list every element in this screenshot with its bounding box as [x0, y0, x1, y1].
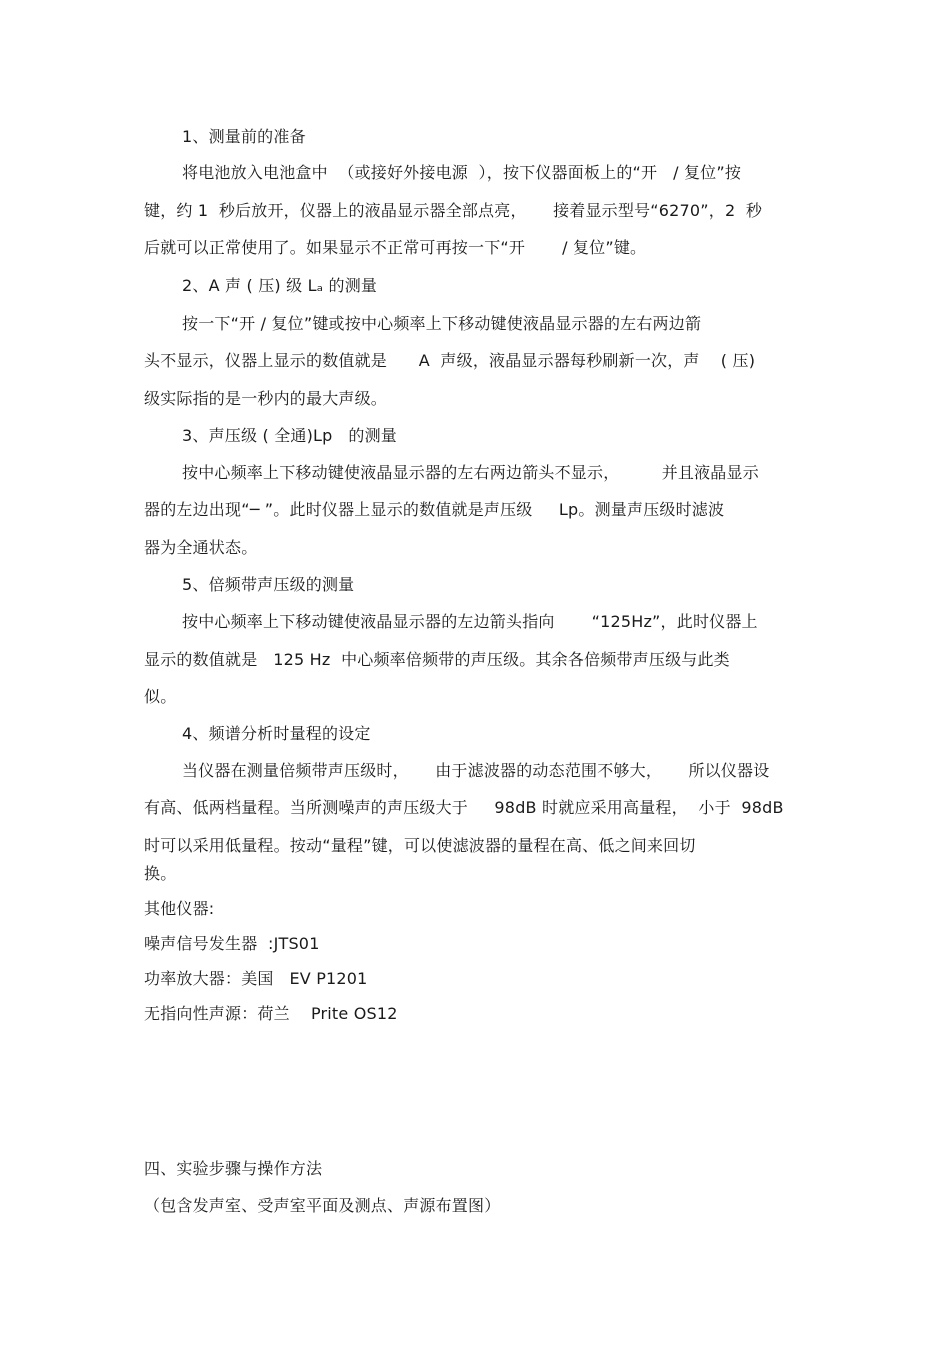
other-instruments-heading: 其他仪器:: [144, 899, 215, 918]
heading-octave-band-level: 5、倍频带声压级的测量: [182, 575, 355, 594]
paragraph-line: 器的左边出现“─ ”。此时仪器上显示的数值就是声压级 Lp。测量声压级时滤波: [144, 500, 725, 519]
instrument-item: 噪声信号发生器 :JTS01: [144, 934, 320, 953]
paragraph-line: 按中心频率上下移动键使液晶显示器的左边箭头指向 “125Hz”，此时仪器上: [182, 612, 758, 631]
section-note: （包含发声室、受声室平面及测点、声源布置图）: [144, 1196, 501, 1215]
instrument-item: 功率放大器：美国 EV P1201: [144, 969, 368, 988]
paragraph-line: 当仪器在测量倍频带声压级时， 由于滤波器的动态范围不够大， 所以仪器设: [182, 761, 770, 780]
heading-range-setting: 4、频谱分析时量程的设定: [182, 724, 371, 743]
paragraph-line: 似。: [144, 687, 177, 706]
heading-sound-pressure-level: 3、声压级 ( 全通)Lp 的测量: [182, 426, 397, 445]
paragraph-line: 按一下“开 / 复位”键或按中心频率上下移动键使液晶显示器的左右两边箭: [182, 314, 702, 333]
paragraph-line: 将电池放入电池盒中 （或接好外接电源 ），按下仪器面板上的“开 / 复位”按: [182, 163, 742, 182]
paragraph-line: 时可以采用低量程。按动“量程”键，可以使滤波器的量程在高、低之间来回切: [144, 836, 696, 855]
heading-a-weighted-level: 2、A 声 ( 压) 级 Lₐ 的测量: [182, 276, 378, 295]
paragraph-line: 按中心频率上下移动键使液晶显示器的左右两边箭头不显示， 并且液晶显示: [182, 463, 759, 482]
heading-measurement-preparation: 1、测量前的准备: [182, 127, 306, 146]
instrument-item: 无指向性声源：荷兰 Prite OS12: [144, 1004, 398, 1023]
paragraph-line: 换。: [144, 864, 177, 883]
paragraph-line: 头不显示，仪器上显示的数值就是 A 声级，液晶显示器每秒刷新一次，声 ( 压): [144, 351, 756, 370]
paragraph-line: 级实际指的是一秒内的最大声级。: [144, 389, 388, 408]
paragraph-line: 键，约 1 秒后放开，仪器上的液晶显示器全部点亮， 接着显示型号“6270”，2 秒: [144, 201, 763, 220]
paragraph-line: 器为全通状态。: [144, 538, 258, 557]
paragraph-line: 显示的数值就是 125 Hz 中心频率倍频带的声压级。其余各倍频带声压级与此类: [144, 650, 730, 669]
paragraph-line: 有高、低两档量程。当所测噪声的声压级大于 98dB 时就应采用高量程， 小于 98dB: [144, 798, 784, 817]
section-heading-experiment-steps: 四、实验步骤与操作方法: [144, 1159, 323, 1178]
paragraph-line: 后就可以正常使用了。如果显示不正常可再按一下“开 / 复位”键。: [144, 238, 647, 257]
